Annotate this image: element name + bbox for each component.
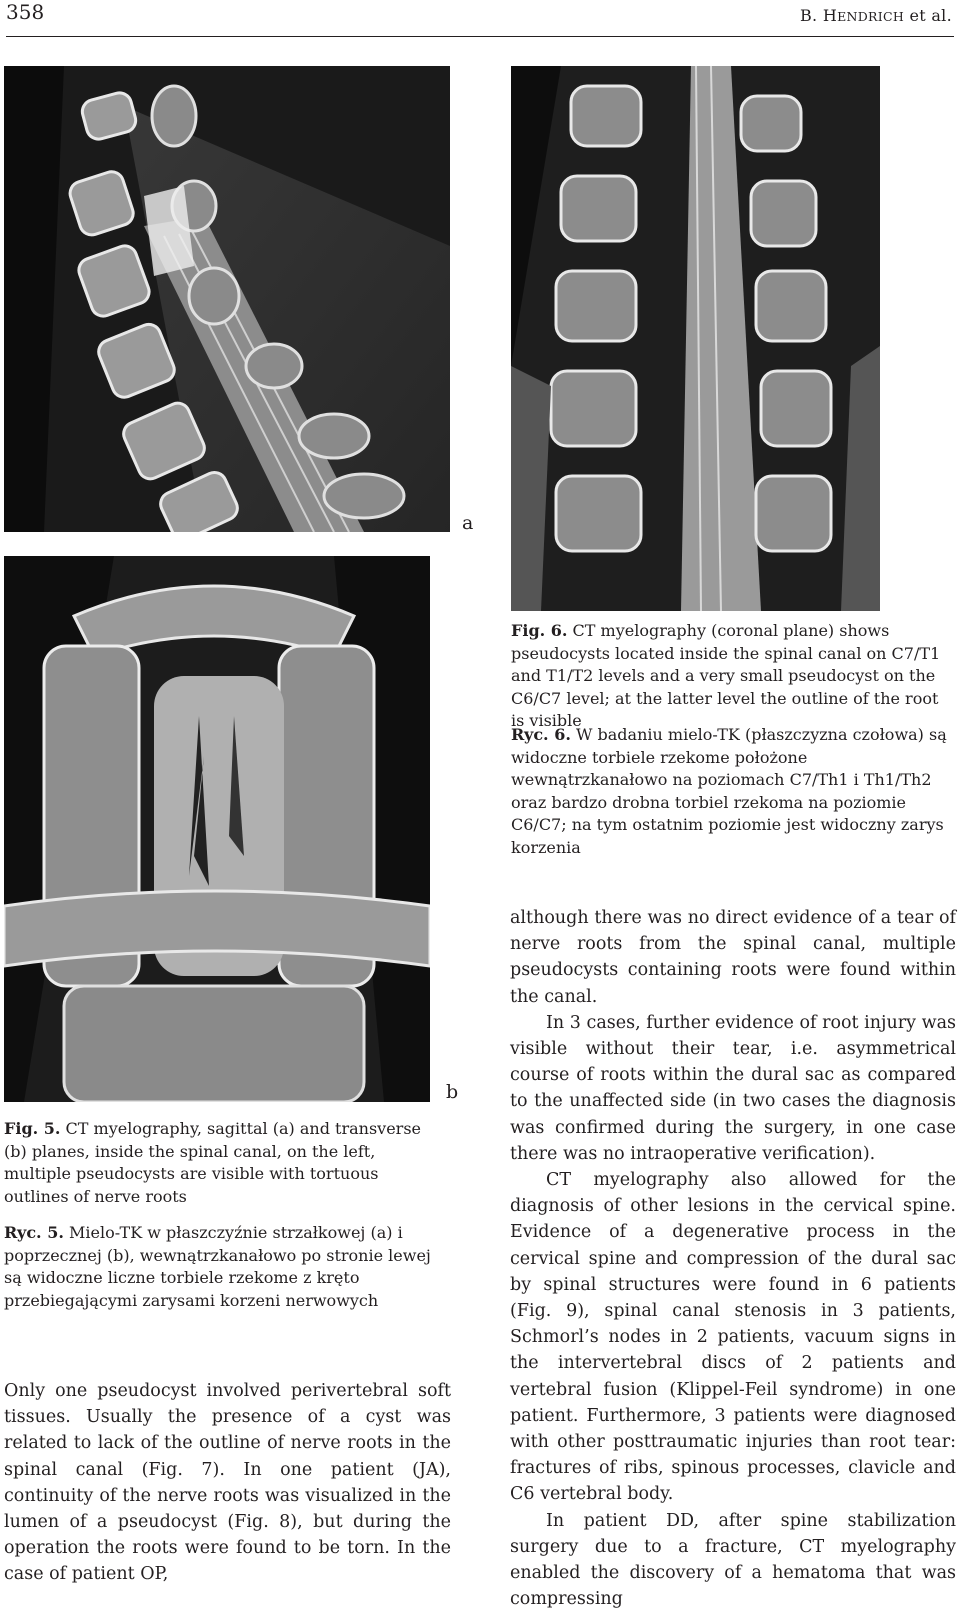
figure-6-caption-en-label: Fig. 6.: [511, 621, 568, 640]
left-column-paragraph: Only one pseudocyst involved perivertebral soft tissues. Usually the presence of a cyst was related to lack of the outline of nerve roots in the spinal canal (Fig. 7). In one patient (JA), continuity of the nerve roots was visualized in the lumen of a pseudocyst (Fig. 8), but during the operation the roots were found to be torn. In the case of patient OP,: [4, 1381, 451, 1585]
figure-5-caption-en-label: Fig. 5.: [4, 1119, 61, 1138]
figure-6-caption-en-text: CT myelography (coronal plane) shows pseudocysts located inside the spinal canal on C7/T1 and T1/T2 levels and a very small pseudocyst on the C6/C7 level; at the latter level the outline of the root is visible: [511, 621, 941, 730]
figure-5-caption-pl: [4, 1222, 444, 1312]
figure-5-caption-pl-label: Ryc. 5.: [4, 1223, 64, 1242]
figure-5-panel-a-label: a: [462, 512, 474, 534]
running-head-prefix: B. H: [799, 6, 838, 25]
running-head-suffix: et al.: [904, 6, 952, 25]
figure-5b-transverse-ct-image: [4, 556, 430, 1102]
right-column-paragraph-4: In patient DD, after spine stabilization surgery due to a fracture, CT myelography enabled the discovery of a hematoma that was compressing: [510, 1510, 956, 1610]
running-head-smallcaps: ENDRICH: [837, 9, 905, 24]
header-rule: [6, 36, 954, 37]
figure-5-panel-b-label: b: [446, 1081, 459, 1103]
running-head: [800, 6, 952, 25]
right-column-paragraph-1: although there was no direct evidence of a tear of nerve roots from the spinal canal, multiple pseudocysts containing roots were found within the canal.: [510, 908, 956, 1007]
left-column-body: [4, 1378, 451, 1588]
right-column-paragraph-3: CT myelography also allowed for the diagnosis of other lesions in the cervical spine. Evidence of a degenerative process in the cervical spine and compression of the dural sac by spinal structures were found in 6 patients (Fig. 9), spinal canal stenosis in 3 patients, Schmorl’s nodes in 2 patients, vacuum signs in the intervertebral discs of 2 patients and vertebral fusion (Klippel-Feil syndrome) in one patient. Furthermore, 3 patients were diagnosed with other posttraumatic injuries than root tear: fractures of ribs, spinous processes, clavicle and C6 vertebral body.: [510, 1170, 956, 1505]
figure-5a-sagittal-ct-image: [4, 66, 450, 532]
right-column-body: [510, 905, 956, 1612]
right-column-paragraph-2: In 3 cases, further evidence of root injury was visible without their tear, i.e. asymmetrical course of roots within the dural sac as compared to the unaffected side (in two cases the diagnosis was confirmed during the surgery, in one case there was no intraoperative verification).: [510, 1012, 956, 1164]
figure-6-caption-pl-label: Ryc. 6.: [511, 725, 571, 744]
page-number: 358: [6, 0, 45, 24]
figure-5-caption-pl-text: Mielo-TK w płaszczyźnie strzałkowej (a) i poprzecznej (b), wewnątrzkanałowo po stronie lewej są widoczne liczne torbiele rzekome z kręto przebiegającymi zarysami korzeni nerwowych: [4, 1223, 431, 1310]
figure-6-coronal-ct-image: [511, 66, 880, 611]
figure-6-caption-en: [511, 620, 955, 733]
figure-6-caption-pl: [511, 724, 955, 859]
figure-5-caption-en: [4, 1118, 444, 1208]
figure-5-caption-en-text: CT myelography, sagittal (a) and transverse (b) planes, inside the spinal canal, on the left, multiple pseudocysts are visible with tortuous outlines of nerve roots: [4, 1119, 422, 1206]
figure-6-caption-pl-text: W badaniu mielo-TK (płaszczyzna czołowa) są widoczne torbiele rzekome położone wewnątrzkanałowo na poziomach C7/Th1 i Th1/Th2 oraz bardzo drobna torbiel rzekoma na poziomie C6/C7; na tym ostatnim poziomie jest widoczny zarys korzenia: [511, 725, 947, 857]
